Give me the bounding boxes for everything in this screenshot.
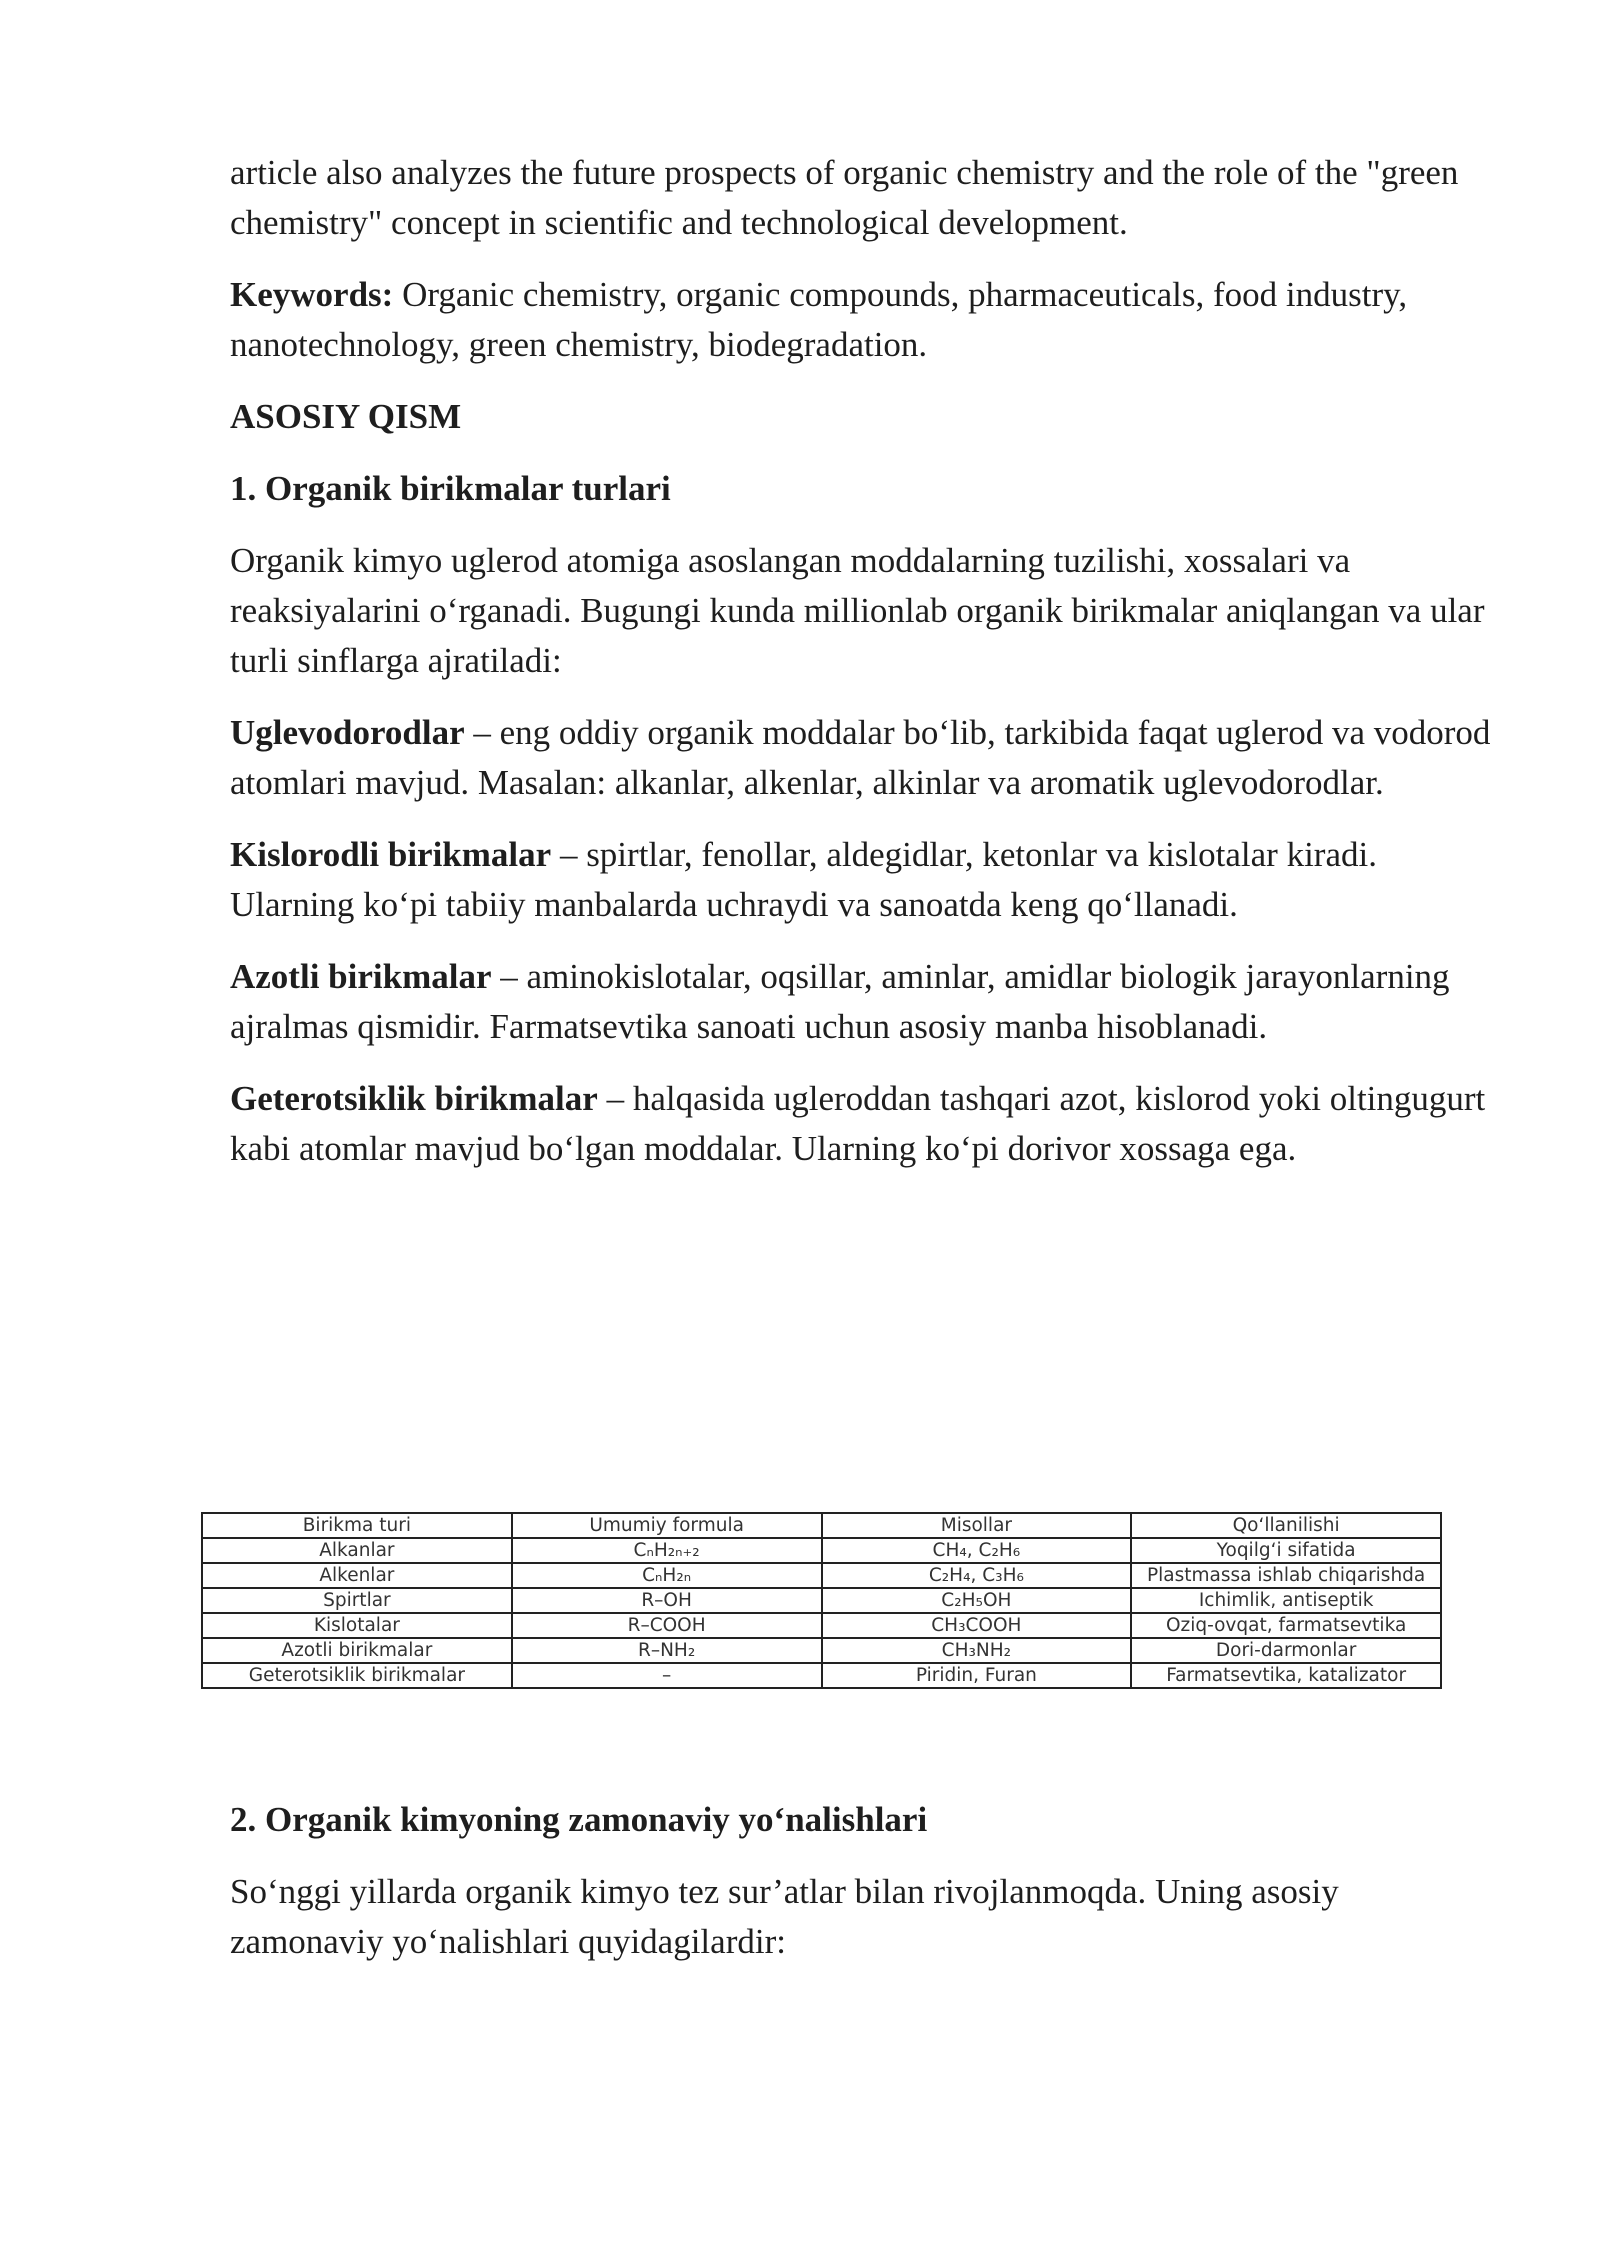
table-cell: C₂H₄, C₃H₆ xyxy=(822,1563,1132,1588)
table-header-cell: Umumiy formula xyxy=(512,1513,822,1538)
table-row xyxy=(202,1638,1441,1663)
table-row xyxy=(202,1613,1441,1638)
table-cell: – xyxy=(512,1663,822,1688)
intro-paragraph: article also analyzes the future prospects of organic chemistry and the role of the "green chemistry" concept in scientific and technological development. xyxy=(230,153,1459,242)
table-cell: Plastmassa ishlab chiqarishda xyxy=(1131,1563,1441,1588)
table-cell: Ichimlik, antiseptik xyxy=(1131,1588,1441,1613)
compound-class-description: – halqasida ugleroddan tashqari azot, kislorod yoki oltingugurt kabi atomlar mavjud bo‘lgan moddalar. Ularning ko‘pi dorivor xossaga ega. xyxy=(230,1079,1486,1168)
compound-class-description: – spirtlar, fenollar, aldegidlar, ketonlar va kislotalar kiradi. Ularning ko‘pi tabiiy manbalarda uchraydi va sanoatda keng qo‘llanadi. xyxy=(230,835,1377,924)
table-row xyxy=(202,1563,1441,1588)
table-cell: R–NH₂ xyxy=(512,1638,822,1663)
section2-intro: So‘nggi yillarda organik kimyo tez sur’atlar bilan rivojlanmoqda. Uning asosiy zamonaviy yo‘nalishlari quyidagilardir: xyxy=(230,1872,1339,1961)
table-row xyxy=(202,1588,1441,1613)
section2 xyxy=(230,1795,1500,1989)
table-cell: R–COOH xyxy=(512,1613,822,1638)
table-cell: CH₄, C₂H₆ xyxy=(822,1538,1132,1563)
table-cell: Alkenlar xyxy=(202,1563,512,1588)
compound-class-nitrogen xyxy=(230,952,1500,1052)
table-cell: Kislotalar xyxy=(202,1613,512,1638)
compounds-table-container xyxy=(201,1512,1442,1689)
section2-title: 2. Organik kimyoning zamonaviy yo‘nalishlari xyxy=(230,1800,928,1839)
table-cell: Farmatsevtika, katalizator xyxy=(1131,1663,1441,1688)
compound-class-description: – aminokislotalar, oqsillar, aminlar, amidlar biologik jarayonlarning ajralmas qismidir. Farmatsevtika sanoati uchun asosiy manba hisoblanadi. xyxy=(230,957,1450,1046)
compound-class-term: Uglevodorodlar xyxy=(230,713,465,752)
table-cell: R–OH xyxy=(512,1588,822,1613)
table-cell: Geterotsiklik birikmalar xyxy=(202,1663,512,1688)
table-row xyxy=(202,1663,1441,1688)
table-cell: CH₃NH₂ xyxy=(822,1638,1132,1663)
table-cell: Oziq-ovqat, farmatsevtika xyxy=(1131,1613,1441,1638)
section1-title: 1. Organik birikmalar turlari xyxy=(230,469,671,508)
table-header-row xyxy=(202,1513,1441,1538)
compound-class-hydrocarbons xyxy=(230,708,1500,808)
compound-class-heterocyclic xyxy=(230,1074,1500,1174)
main-heading: ASOSIY QISM xyxy=(230,397,462,436)
table-cell: Alkanlar xyxy=(202,1538,512,1563)
table-cell: C₂H₅OH xyxy=(822,1588,1132,1613)
table-cell: CₙH₂ₙ₊₂ xyxy=(512,1538,822,1563)
table-cell: CₙH₂ₙ xyxy=(512,1563,822,1588)
compound-class-term: Kislorodli birikmalar xyxy=(230,835,552,874)
keywords-text: Organic chemistry, organic compounds, pharmaceuticals, food industry, nanotechnology, green chemistry, biodegradation. xyxy=(230,275,1408,364)
table-cell: CH₃COOH xyxy=(822,1613,1132,1638)
compounds-table xyxy=(201,1512,1442,1689)
compound-class-term: Azotli birikmalar xyxy=(230,957,492,996)
table-cell: Yoqilg‘i sifatida xyxy=(1131,1538,1441,1563)
keywords-label: Keywords: xyxy=(230,275,394,314)
table-cell: Azotli birikmalar xyxy=(202,1638,512,1663)
table-cell: Dori-darmonlar xyxy=(1131,1638,1441,1663)
table-row xyxy=(202,1538,1441,1563)
document-body xyxy=(230,148,1500,1196)
table-header-cell: Birikma turi xyxy=(202,1513,512,1538)
compound-class-oxygen xyxy=(230,830,1500,930)
compound-class-description: – eng oddiy organik moddalar bo‘lib, tarkibida faqat uglerod va vodorod atomlari mavjud. Masalan: alkanlar, alkenlar, alkinlar va aromatik uglevodorodlar. xyxy=(230,713,1491,802)
keywords-paragraph xyxy=(230,270,1500,370)
table-header-cell: Misollar xyxy=(822,1513,1132,1538)
table-cell: Piridin, Furan xyxy=(822,1663,1132,1688)
section1-intro: Organik kimyo uglerod atomiga asoslangan moddalarning tuzilishi, xossalari va reaksiyalarini o‘rganadi. Bugungi kunda millionlab organik birikmalar aniqlangan va ular turli sinflarga ajratiladi: xyxy=(230,541,1485,680)
table-header-cell: Qo‘llanilishi xyxy=(1131,1513,1441,1538)
table-cell: Spirtlar xyxy=(202,1588,512,1613)
compound-class-term: Geterotsiklik birikmalar xyxy=(230,1079,598,1118)
